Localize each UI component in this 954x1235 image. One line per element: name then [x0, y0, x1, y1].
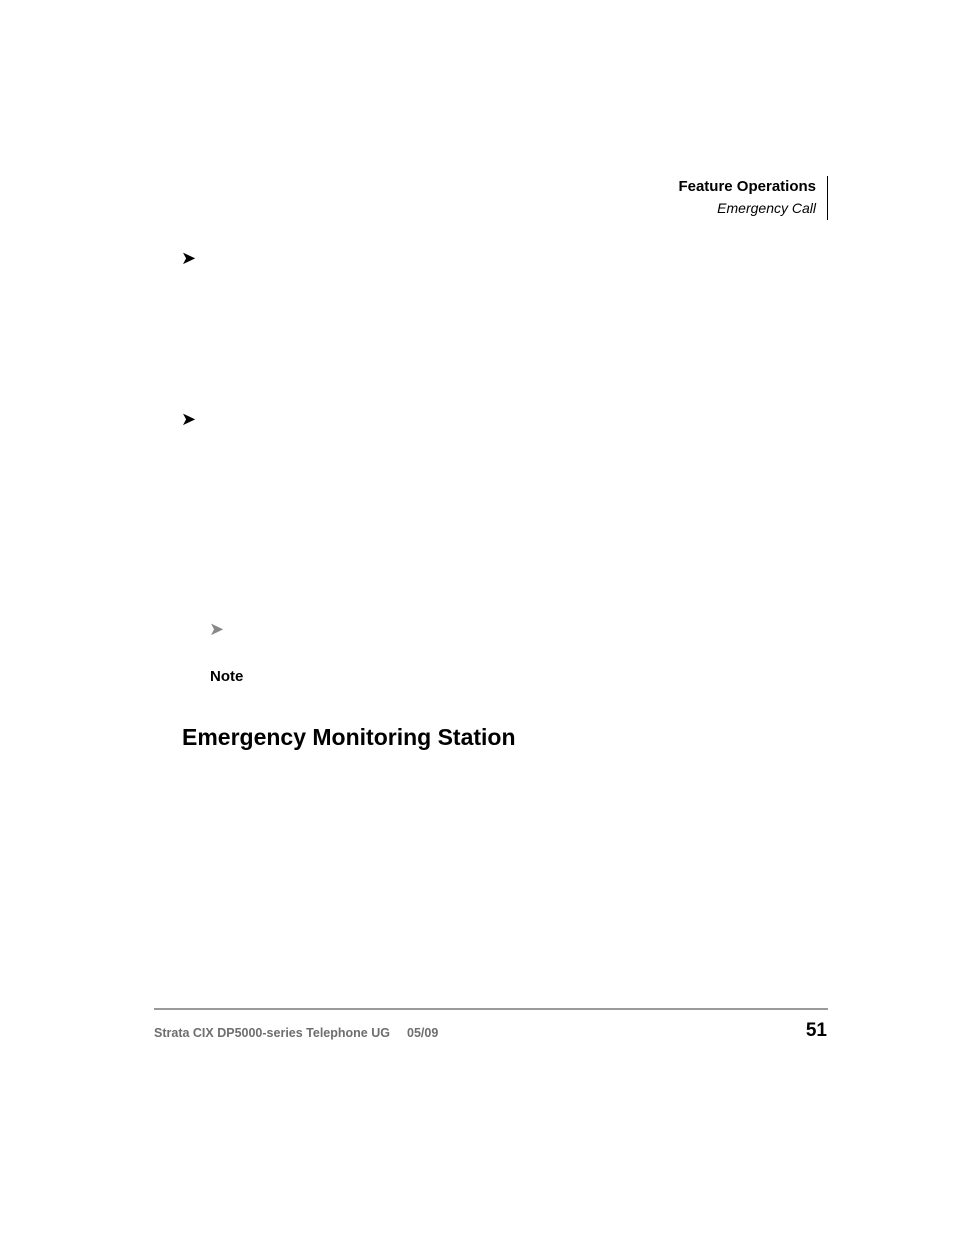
- arrow-bullet-icon: ➤: [209, 619, 225, 640]
- running-header: [527, 176, 828, 220]
- header-title: Feature Operations: [678, 178, 816, 195]
- footer-divider: [154, 1008, 828, 1010]
- arrow-bullet-icon: ➤: [181, 409, 197, 430]
- footer-document-title: Strata CIX DP5000-series Telephone UG: [154, 1026, 390, 1040]
- arrow-bullet-icon: ➤: [181, 248, 197, 269]
- header-subtitle: Emergency Call: [717, 200, 816, 216]
- page-number: 51: [805, 1020, 827, 1041]
- footer-date: 05/09: [407, 1026, 439, 1040]
- section-heading: Emergency Monitoring Station: [182, 724, 516, 750]
- note-label: Note: [210, 668, 244, 685]
